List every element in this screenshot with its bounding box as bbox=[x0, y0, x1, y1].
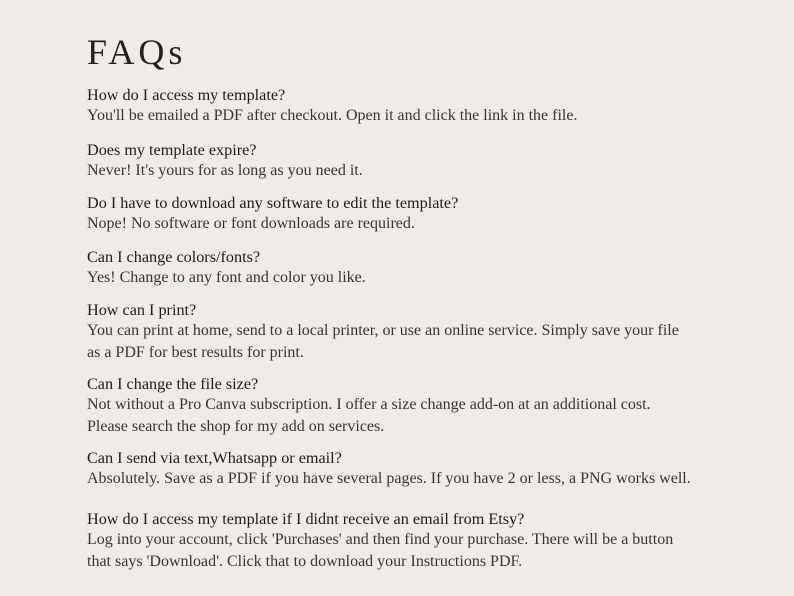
faq-item-expire bbox=[87, 141, 767, 182]
faq-question: Does my template expire? bbox=[87, 141, 257, 159]
faq-page bbox=[87, 30, 767, 572]
faq-item-send bbox=[87, 449, 767, 490]
faq-answer-line: Please search the shop for my add on services. bbox=[87, 417, 385, 435]
faq-item-access bbox=[87, 86, 767, 127]
faq-answer-line: Not without a Pro Canva subscription. I offer a size change add-on at an additional cost. bbox=[87, 396, 651, 413]
faq-answer-line: You'll be emailed a PDF after checkout. Open it and click the link in the file. bbox=[87, 107, 578, 124]
faq-item-colors bbox=[87, 248, 767, 289]
faq-answer bbox=[87, 320, 767, 363]
faq-item-software bbox=[87, 194, 767, 235]
faq-question: How do I access my template if I didnt receive an email from Etsy? bbox=[87, 510, 525, 528]
faq-answer bbox=[87, 160, 767, 182]
faq-answer bbox=[87, 394, 767, 437]
faq-answer bbox=[87, 213, 767, 235]
faq-question: Can I send via text,Whatsapp or email? bbox=[87, 449, 342, 467]
faq-question: How can I print? bbox=[87, 301, 197, 319]
faq-question: Do I have to download any software to edit the template? bbox=[87, 194, 459, 212]
faq-answer-line: You can print at home, send to a local printer, or use an online service. Simply save your file bbox=[87, 322, 679, 339]
faq-item-no-email bbox=[87, 510, 767, 572]
faq-answer-line: as a PDF for best results for print. bbox=[87, 343, 304, 361]
faq-answer-line: that says 'Download'. Click that to download your Instructions PDF. bbox=[87, 552, 523, 570]
faq-item-file-size bbox=[87, 375, 767, 437]
faq-item-print bbox=[87, 301, 767, 363]
faq-question: How do I access my template? bbox=[87, 86, 286, 104]
faq-answer-line: Never! It's yours for as long as you need it. bbox=[87, 162, 363, 179]
faq-answer-line: Absolutely. Save as a PDF if you have several pages. If you have 2 or less, a PNG works well. bbox=[87, 470, 691, 487]
faq-answer-line: Nope! No software or font downloads are required. bbox=[87, 215, 415, 232]
faq-answer-line: Log into your account, click 'Purchases' and then find your purchase. There will be a button bbox=[87, 531, 674, 548]
faq-answer bbox=[87, 105, 767, 127]
faq-answer bbox=[87, 267, 767, 289]
faq-answer-line: Yes! Change to any font and color you like. bbox=[87, 269, 366, 286]
faq-question: Can I change the file size? bbox=[87, 375, 259, 393]
faq-answer bbox=[87, 468, 767, 490]
faq-answer bbox=[87, 529, 767, 572]
page-title: FAQs bbox=[87, 32, 187, 72]
faq-question: Can I change colors/fonts? bbox=[87, 248, 261, 266]
